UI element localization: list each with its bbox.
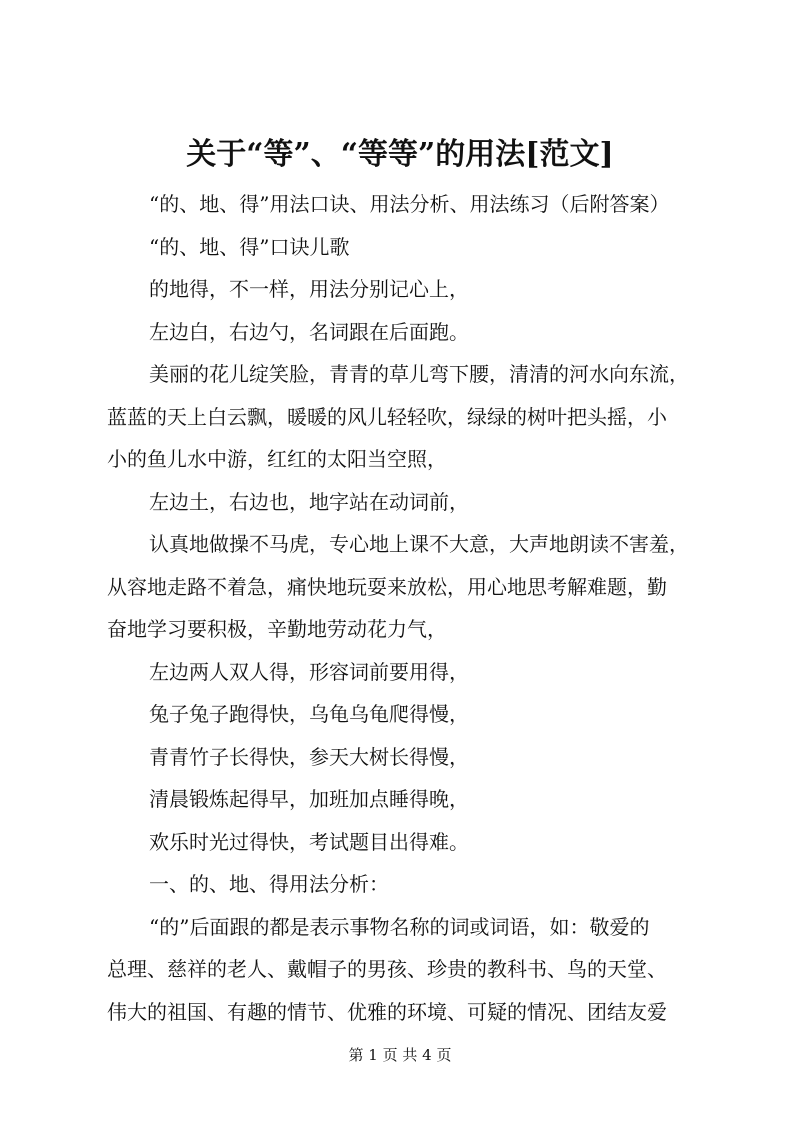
paragraph-line: 左边土，右边也，地字站在动词前，	[149, 489, 469, 514]
paragraph	[107, 821, 707, 864]
paragraph	[107, 268, 707, 311]
paragraph-line: 认真地做操不马虎，专心地上课不大意，大声地朗读不害羞，	[149, 532, 689, 556]
document-title: 关于“等”、“等等”的用法[范文]	[186, 137, 614, 172]
page-indicator: 第 1 页 共 4 页	[348, 1046, 452, 1064]
paragraph-line: 蓝蓝的天上白云飘，暖暖的风儿轻轻吹，绿绿的树叶把头摇，小	[107, 404, 667, 429]
paragraph	[107, 693, 707, 736]
paragraph	[107, 523, 707, 651]
paragraph-line: 小的鱼儿水中游，红红的太阳当空照，	[107, 447, 447, 471]
paragraph-line: “的、地、得”用法口诀、用法分析、用法练习（后附答案）	[149, 192, 670, 216]
paragraph-line: 兔子兔子跑得快，乌龟乌龟爬得慢，	[149, 702, 469, 726]
paragraph	[107, 481, 707, 524]
paragraph-line: 伟大的祖国、有趣的情节、优雅的环境、可疑的情况、团结友爱	[107, 999, 667, 1024]
paragraph-line: 清晨锻炼起得早，加班加点睡得晚，	[149, 787, 469, 811]
paragraph-line: 奋地学习要积极，辛勤地劳动花力气，	[107, 617, 447, 641]
paragraph-line: 欢乐时光过得快，考试题目出得难。	[149, 829, 469, 854]
paragraph-line: 左边两人双人得，形容词前要用得，	[149, 659, 469, 684]
paragraph	[107, 736, 707, 779]
paragraph-line: “的、地、得”口诀儿歌	[149, 234, 350, 259]
paragraph	[107, 183, 707, 226]
paragraph-line: 美丽的花儿绽笑脸，青青的草儿弯下腰，清清的河水向东流，	[149, 362, 689, 386]
paragraph	[107, 863, 707, 906]
paragraph-line: 一、的、地、得用法分析：	[149, 872, 389, 896]
paragraph-line: 左边白，右边勺，名词跟在后面跑。	[149, 319, 469, 344]
paragraph	[107, 311, 707, 354]
paragraph	[107, 353, 707, 481]
paragraph-line: “的”后面跟的都是表示事物名称的词或词语，如：敬爱的	[149, 914, 650, 939]
paragraph-line: 总理、慈祥的老人、戴帽子的男孩、珍贵的教科书、鸟的天堂、	[107, 957, 667, 981]
paragraph-line: 青青竹子长得快，参天大树长得慢，	[149, 744, 469, 769]
paragraph	[107, 778, 707, 821]
paragraph-line: 从容地走路不着急，痛快地玩耍来放松，用心地思考解难题，勤	[107, 574, 667, 599]
document-body	[107, 183, 707, 1033]
paragraph	[107, 906, 707, 1034]
paragraph	[107, 226, 707, 269]
paragraph-line: 的地得，不一样，用法分别记心上，	[149, 277, 469, 301]
paragraph	[107, 651, 707, 694]
